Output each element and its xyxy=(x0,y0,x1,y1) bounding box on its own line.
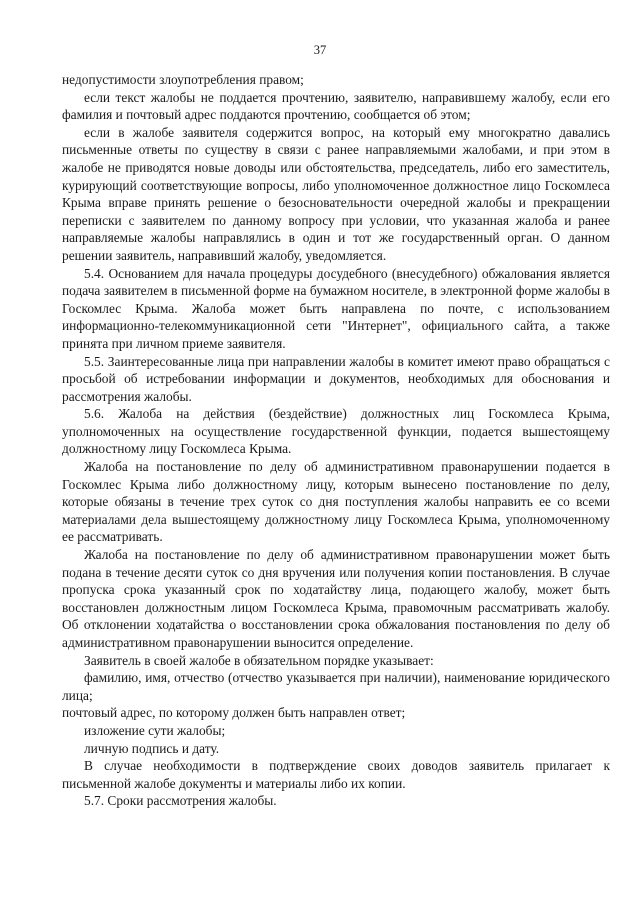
paragraph: недопустимости злоупотребления правом; xyxy=(62,72,304,87)
paragraph: Заявитель в своей жалобе в обязательном порядке указывает: xyxy=(84,652,434,668)
paragraph: фамилию, имя, отчество (отчество указывается при наличии), наименование юридического лица; xyxy=(62,670,610,703)
paragraph: Жалоба на постановление по делу об административном правонарушении может быть подана в течение десяти суток со дня вручения или получения копии постановления. В случае пропуска срока указанный срок по ходатайству лица, подающего жалобу, может быть восстановлен должностным лицом Госкомлеса Крыма, правомочным рассматривать жалобу. Об отклонении ходатайства о восстановлении срока обжалования постановления по делу об административном правонарушении выносится определение. xyxy=(62,547,610,650)
paragraph: если текст жалобы не поддается прочтению, заявителю, направившему жалобу, если его фамилия и почтовый адрес поддаются прочтению, сообщается об этом; xyxy=(62,89,610,123)
page-number: 37 xyxy=(313,43,327,57)
paragraph: личную подпись и дату. xyxy=(84,740,220,756)
paragraph: если в жалобе заявителя содержится вопрос, на который ему многократно давались письменные ответы по существу в связи с ранее направляемыми жалобами, и при этом в жалобе не приводятся новые доводы или обстоятельства, председатель, либо его заместитель, курирующий соответствующие вопросы, либо уполномоченное должностное лицо Госкомлеса Крыма вправе принять решение о безосновательности очередной жалобы и прекращении переписки с заявителем по данному вопросу при условии, что указанная жалоба и ранее направляемые жалобы направлялись в один и тот же государственный орган. О данном решении заявитель, направивший жалобу, уведомляется. xyxy=(62,124,610,263)
paragraph: В случае необходимости в подтверждение своих доводов заявитель прилагает к письменной жалобе документы и материалы либо их копии. xyxy=(62,758,610,791)
paragraph: Жалоба на постановление по делу об административном правонарушении подается в Госкомлес Крыма либо должностному лицу, которым вынесено постановление по делу, которые обязаны в течение трех суток со дня поступления жалобы направить ее со всеми материалами дела вышестоящему должностному лицу Госкомлеса Крыма, уполномоченному ее рассматривать. xyxy=(62,459,610,545)
paragraph: изложение сути жалобы; xyxy=(84,722,226,738)
paragraph: 5.7. Сроки рассмотрения жалобы. xyxy=(84,793,277,809)
paragraph: 5.5. Заинтересованные лица при направлении жалобы в комитет имеют право обращаться с просьбой об истребовании информации и документов, необходимых для обоснования и рассмотрения жалобы. xyxy=(62,353,610,404)
paragraph: 5.4. Основанием для начала процедуры досудебного (внесудебного) обжалования является подача заявителем в письменной форме на бумажном носителе, в электронной форме жалобы в Госкомлес Крыма. Жалоба может быть направлена по почте, с использованием информационно-телекоммуникационной сети "Интернет", официального сайта, а также принята при личном приеме заявителя. xyxy=(62,265,610,351)
paragraph: 5.6. Жалоба на действия (бездействие) должностных лиц Госкомлеса Крыма, уполномоченных на осуществление государственной функции, подается вышестоящему должностному лицу Госкомлеса Крыма. xyxy=(62,406,610,457)
document-body xyxy=(62,71,610,810)
paragraph: почтовый адрес, по которому должен быть направлен ответ; xyxy=(62,705,406,721)
